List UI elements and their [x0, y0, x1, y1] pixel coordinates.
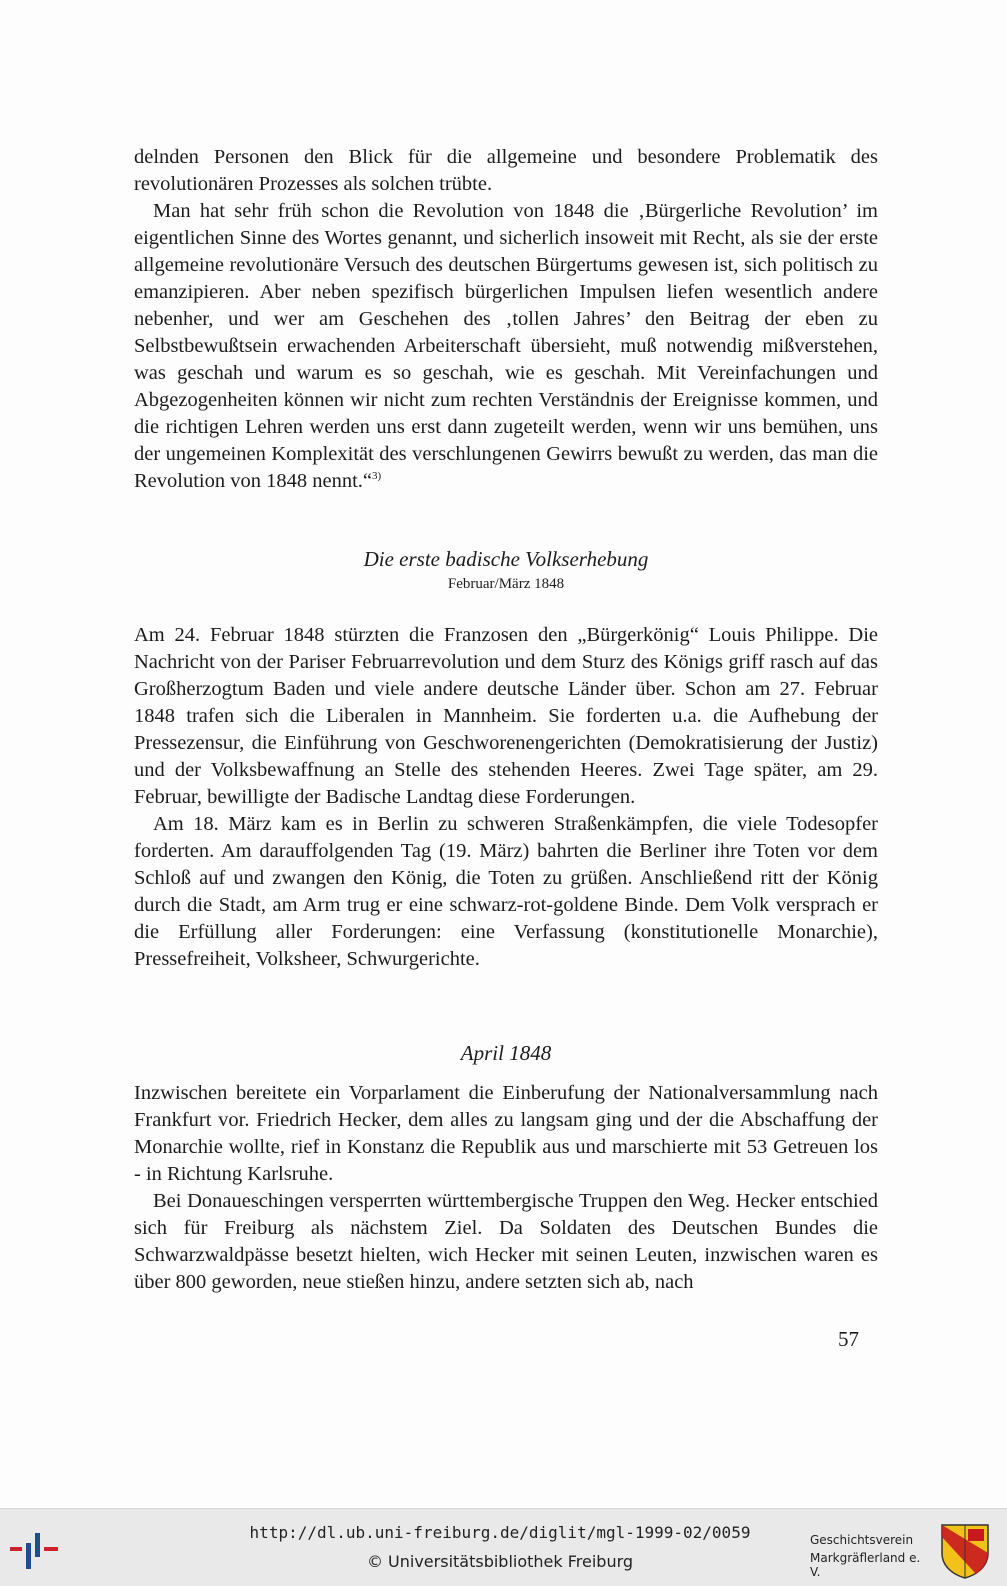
footnote-reference[interactable]: 3): [372, 470, 382, 482]
paragraph: Bei Donaueschingen versperrten württembergische Truppen den Weg. Hecker entschied sich für Freiburg als nächstem Ziel. Da Soldaten des Deutschen Bundes die Schwarzwaldpässe besetzt hielten, wich Hecker mit seinen Leuten, inzwischen waren es über 800 geworden, neue stießen hinzu, andere setzten sich ab, nach: [134, 1190, 878, 1293]
section-subheading: Februar/März 1848: [447, 576, 565, 592]
paragraph: [134, 198, 878, 495]
text-block-section1: [134, 622, 878, 973]
text-block-intro: [134, 144, 878, 495]
paragraph: Inzwischen bereitete ein Vorparlament die Einberufung der Nationalversammlung nach Frankfurt vor. Friedrich Hecker, dem alles zu langsam ging und der die Abschaffung der Monarchie wollte, rief in Konstanz die Republik aus und marschierte mit 53 Getreuen los - in Richtung Karlsruhe.: [134, 1082, 878, 1185]
section-heading: Die erste badische Volkserhebung: [363, 547, 649, 571]
paragraph: delnden Personen den Blick für die allgemeine und besondere Problematik des revolutionären Prozesses als solchen trübte.: [134, 146, 878, 195]
viewer-footer: [0, 1508, 1007, 1586]
copyright-text: © Universitätsbibliothek Freiburg: [366, 1552, 634, 1571]
document-url-link[interactable]: http://dl.ub.uni-freiburg.de/diglit/mgl-1999-02/0059: [249, 1523, 751, 1542]
paragraph-text: Man hat sehr früh schon die Revolution von 1848 die ‚Bürgerliche Revolution’ im eigentlichen Sinne des Wortes genannt, und sicherlich insoweit mit Recht, als sie der erste allgemeine revolutionäre Versuch des deutschen Bürgertums gewesen ist, sich politisch zu emanzipieren. Aber neben spezifisch bürgerlichen Impulsen liefen wesentlich andere nebenher, und wer am Geschehen des ‚tollen Jahres’ den Beitrag der eben zu Selbstbewußtsein erwachenden Arbeiterschaft übersieht, muß notwendig mißverstehen, was geschah und warum es so geschah, wie es geschah. Mit Vereinfachungen und Abgezogenheiten können wir nicht zum rechten Verständnis der Ereignisse kommen, und die richtigen Lehren werden uns erst dann zugeteilt werden, wenn wir uns bemühen, uns der ungemeinen Komplexität des verschlungenen Gewirrs bewußt zu werden, das man die Revolution von 1848 nennt.“: [134, 200, 878, 492]
coat-of-arms-icon[interactable]: [940, 1523, 990, 1579]
paragraph: Am 24. Februar 1848 stürzten die Franzosen den „Bürgerkönig“ Louis Philippe. Die Nachricht von der Pariser Februarrevolution und dem Sturz des Königs griff rasch auf das Großherzogtum Baden und viele andere deutsche Länder über. Schon am 27. Februar 1848 trafen sich die Liberalen in Mannheim. Sie forderten u.a. die Aufhebung der Pressezensur, die Einführung von Geschworenengerichten (Demokratisierung der Justiz) und der Volksbewaffnung an Stelle des stehenden Heeres. Zwei Tage später, am 29. Februar, bewilligte der Badische Landtag diese Forderungen.: [134, 624, 878, 808]
paragraph: Am 18. März kam es in Berlin zu schweren Straßenkämpfen, die viele Todesopfer forderten. Am darauffolgenden Tag (19. März) bahrten die Berliner ihre Toten vor dem Schloß auf und zwangen den König, die Toten zu grüßen. Anschließend ritt der König durch die Stadt, am Arm trug er eine schwarz-rot-goldene Binde. Dem Volk versprach er die Erfüllung aller Forderungen: eine Verfassung (konstitutionelle Monarchie), Pressefreiheit, Volksheer, Schwurgerichte.: [134, 813, 878, 970]
page-number: 57: [838, 1327, 859, 1351]
section-heading: April 1848: [460, 1041, 552, 1065]
publisher-name-line1: Geschichtsverein: [810, 1533, 914, 1547]
ub-freiburg-logo-icon[interactable]: [8, 1529, 64, 1573]
text-block-section2: [134, 1080, 878, 1296]
publisher-name-line2: Markgräflerland e. V.: [810, 1551, 921, 1579]
